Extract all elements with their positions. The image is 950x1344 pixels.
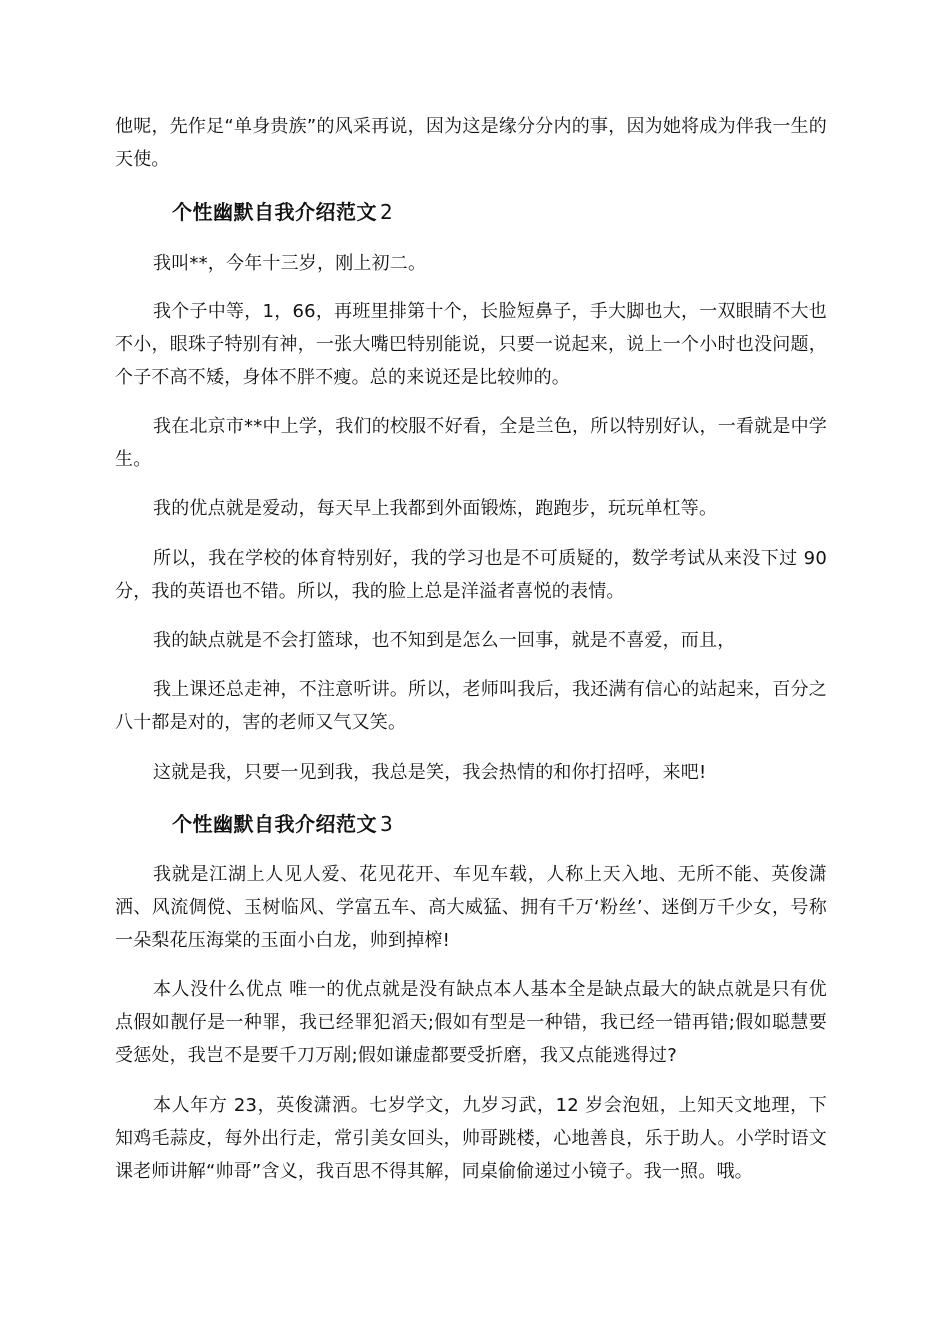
section-3-heading bbox=[172, 810, 393, 838]
section-2-title: 个性幽默自我介绍范文 bbox=[172, 200, 377, 224]
section-3-paragraph-3: 本人年方 23，英俊潇洒。七岁学文，九岁习武，12 岁会泡妞，上知天文地理，下知鸡毛蒜皮，每外出行走，常引美女回头，帅哥跳楼，心地善良，乐于助人。小学时语文课老师讲解“帅哥”含义，我百思不得其解，同桌偷偷递过小镜子。我一照。哦。 bbox=[115, 1095, 827, 1182]
section-2-number: 2 bbox=[380, 200, 394, 224]
section-2-paragraph-5: 所以，我在学校的体育特别好，我的学习也是不可质疑的，数学考试从来没下过 90 分，我的英语也不错。所以，我的脸上总是洋溢者喜悦的表情。 bbox=[115, 548, 827, 602]
section-2-paragraph-6: 我的缺点就是不会打篮球，也不知到是怎么一回事，就是不喜爱，而且， bbox=[153, 630, 736, 651]
section-2-heading bbox=[172, 198, 393, 226]
intro-continuation-paragraph: 他呢，先作足“单身贵族”的风采再说，因为这是缘分分内的事，因为她将成为伴我一生的天使。 bbox=[115, 116, 827, 170]
section-3-paragraph-2: 本人没什么优点 唯一的优点就是没有缺点本人基本全是缺点最大的缺点就是只有优点假如靓仔是一种罪，我已经罪犯滔天;假如有型是一种错，我已经一错再错;假如聪慧要受惩处，我岂不是要千刀万剐;假如谦虚都要受折磨，我又点能逃得过? bbox=[115, 979, 827, 1066]
section-3-number: 3 bbox=[380, 812, 394, 836]
section-2-paragraph-2: 我个子中等，1，66，再班里排第十个，长脸短鼻子，手大脚也大，一双眼睛不大也不小，眼珠子特别有神，一张大嘴巴特别能说，只要一说起来，说上一个小时也没问题，个子不高不矮，身体不胖不瘦。总的来说还是比较帅的。 bbox=[115, 301, 827, 388]
section-2-paragraph-7: 我上课还总走神，不注意听讲。所以，老师叫我后，我还满有信心的站起来，百分之八十都是对的，害的老师又气又笑。 bbox=[115, 679, 827, 733]
section-2-paragraph-8: 这就是我，只要一见到我，我总是笑，我会热情的和你打招呼，来吧! bbox=[153, 762, 707, 783]
section-3-title: 个性幽默自我介绍范文 bbox=[172, 812, 377, 836]
section-2-paragraph-4: 我的优点就是爱动，每天早上我都到外面锻炼，跑跑步，玩玩单杠等。 bbox=[153, 498, 718, 519]
section-3-paragraph-1: 我就是江湖上人见人爱、花见花开、车见车载，人称上天入地、无所不能、英俊潇洒、风流倜傥、玉树临风、学富五车、高大威猛、拥有千万‘粉丝’、迷倒万千少女，号称一朵梨花压海棠的玉面小白龙，帅到掉榨! bbox=[115, 864, 827, 951]
section-2-paragraph-1: 我叫**，今年十三岁，刚上初二。 bbox=[153, 253, 427, 274]
section-2-paragraph-3: 我在北京市**中上学，我们的校服不好看，全是兰色，所以特别好认，一看就是中学生。 bbox=[115, 416, 827, 470]
